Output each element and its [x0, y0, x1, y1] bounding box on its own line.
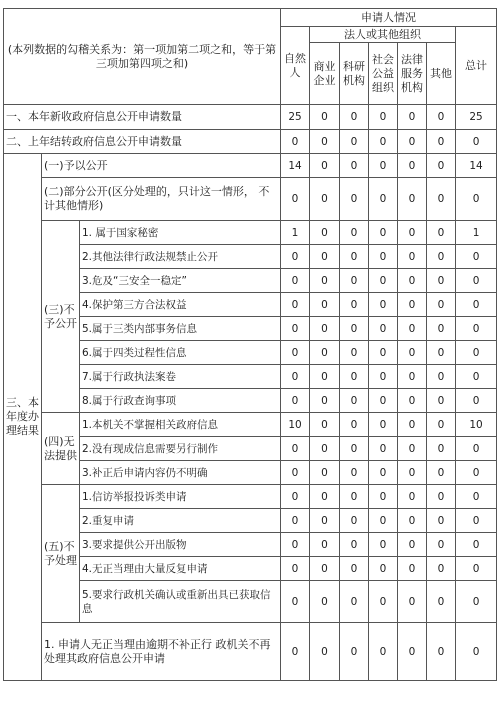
cell: 1: [281, 221, 310, 245]
cell: 0: [340, 293, 369, 317]
cell: 0: [427, 317, 456, 341]
cell: 0: [310, 245, 340, 269]
row-label: 8.属于行政查询事项: [80, 389, 281, 413]
row-label: 7.属于行政执法案卷: [80, 365, 281, 389]
cell: 0: [456, 389, 497, 413]
cell: 0: [340, 389, 369, 413]
cell: 25: [456, 105, 497, 130]
cell: 0: [369, 269, 398, 293]
cell: 0: [456, 178, 497, 221]
cell: 0: [340, 485, 369, 509]
row-label: 6.属于四类过程性信息: [80, 341, 281, 365]
cell: 0: [310, 130, 340, 154]
cell: 0: [456, 293, 497, 317]
cell: 0: [369, 413, 398, 437]
cell: 0: [398, 437, 427, 461]
cell: 0: [427, 293, 456, 317]
section-three-label: 三、本年度办理结果: [4, 154, 42, 681]
cell: 0: [427, 245, 456, 269]
col-public-welfare: 社会公益组织: [369, 43, 398, 105]
cell: 0: [427, 178, 456, 221]
cell: 0: [369, 623, 398, 681]
row-label: 一、本年新收政府信息公开申请数量: [4, 105, 281, 130]
cell: 0: [427, 437, 456, 461]
cell: 0: [427, 389, 456, 413]
cell: 0: [340, 557, 369, 581]
cell: 0: [398, 105, 427, 130]
cell: 0: [310, 509, 340, 533]
cell: 0: [427, 105, 456, 130]
cell: 0: [369, 245, 398, 269]
cell: 0: [398, 413, 427, 437]
cell: 0: [310, 623, 340, 681]
cell: 0: [281, 178, 310, 221]
cell: 0: [398, 317, 427, 341]
cell: 0: [398, 485, 427, 509]
cell: 0: [398, 154, 427, 178]
table-row: [4, 413, 497, 437]
cell: 0: [281, 293, 310, 317]
cell: 10: [456, 413, 497, 437]
cell: 0: [310, 365, 340, 389]
cell: 10: [281, 413, 310, 437]
cell: 0: [281, 437, 310, 461]
cell: 0: [398, 533, 427, 557]
row-label: 1. 申请人无正当理由逾期不补正行 政机关不再处理其政府信息公开申请: [42, 623, 281, 681]
row-label: 5.要求行政机关确认或重新出具已获取信息: [80, 581, 281, 623]
col-research: 科研机构: [340, 43, 369, 105]
cell: 0: [310, 221, 340, 245]
cell: 0: [456, 245, 497, 269]
cell: 0: [427, 130, 456, 154]
cell: 0: [398, 389, 427, 413]
cell: 0: [427, 623, 456, 681]
cell: 0: [427, 221, 456, 245]
table-row: [4, 623, 497, 681]
cell: 0: [398, 221, 427, 245]
cell: 0: [369, 317, 398, 341]
cell: 0: [369, 341, 398, 365]
row-label: 二、上年结转政府信息公开申请数量: [4, 130, 281, 154]
cell: 0: [456, 317, 497, 341]
row-label: 1.信访举报投诉类申请: [80, 485, 281, 509]
row-label: 5.属于三类内部事务信息: [80, 317, 281, 341]
cell: 0: [340, 533, 369, 557]
cell: 0: [310, 581, 340, 623]
col-natural-person: 自然人: [281, 27, 310, 105]
cell: 0: [369, 485, 398, 509]
cell: 0: [427, 154, 456, 178]
applicant-header: 申请人情况: [281, 9, 497, 27]
cell: 0: [281, 557, 310, 581]
row-label: 4.无正当理由大量反复申请: [80, 557, 281, 581]
cell: 0: [398, 341, 427, 365]
cell: 0: [427, 509, 456, 533]
legal-group-header: 法人或其他组织: [310, 27, 456, 43]
cell: 14: [456, 154, 497, 178]
cell: 0: [398, 509, 427, 533]
cell: 0: [369, 389, 398, 413]
cell: 0: [340, 317, 369, 341]
cell: 0: [456, 437, 497, 461]
table-row: [4, 221, 497, 245]
cell: 0: [456, 130, 497, 154]
cell: 0: [340, 509, 369, 533]
cell: 0: [369, 105, 398, 130]
cell: 0: [310, 178, 340, 221]
cell: 0: [281, 485, 310, 509]
cell: 0: [369, 293, 398, 317]
cell: 0: [427, 557, 456, 581]
cell: 0: [281, 461, 310, 485]
row-label: 1. 属于国家秘密: [80, 221, 281, 245]
cell: 0: [456, 341, 497, 365]
col-total: 总计: [456, 27, 497, 105]
row-label: 4.保护第三方合法权益: [80, 293, 281, 317]
cell: 0: [456, 485, 497, 509]
cell: 0: [398, 293, 427, 317]
cell: 0: [369, 365, 398, 389]
cell: 0: [310, 413, 340, 437]
table-row: [4, 485, 497, 509]
relation-note: (本列数据的勾稽关系为：第一项加第二项之和，等于第三项加第四项之和): [4, 9, 281, 105]
cell: 0: [398, 178, 427, 221]
cell: 0: [281, 365, 310, 389]
cell: 0: [369, 437, 398, 461]
cell: 0: [427, 461, 456, 485]
cell: 0: [281, 245, 310, 269]
info-disclosure-table: [3, 8, 497, 681]
cell: 0: [398, 365, 427, 389]
cell: 0: [427, 533, 456, 557]
cell: 0: [340, 365, 369, 389]
cell: 0: [369, 509, 398, 533]
cell: 0: [310, 317, 340, 341]
cell: 0: [340, 178, 369, 221]
table-row: [4, 130, 497, 154]
cell: 0: [398, 461, 427, 485]
cell: 0: [369, 154, 398, 178]
row-label: (一)予以公开: [42, 154, 281, 178]
cell: 0: [281, 317, 310, 341]
row-label: 3.危及“三安全一稳定”: [80, 269, 281, 293]
cell: 0: [398, 269, 427, 293]
cell: 0: [340, 269, 369, 293]
cell: 0: [340, 437, 369, 461]
cell: 0: [281, 623, 310, 681]
cell: 0: [456, 509, 497, 533]
cell: 0: [281, 130, 310, 154]
cell: 0: [340, 461, 369, 485]
cell: 0: [456, 557, 497, 581]
table-row: [4, 154, 497, 178]
cell: 0: [281, 533, 310, 557]
cell: 0: [427, 485, 456, 509]
cell: 0: [340, 581, 369, 623]
row-label: 3.要求提供公开出版物: [80, 533, 281, 557]
cell: 0: [310, 557, 340, 581]
cell: 0: [369, 221, 398, 245]
cell: 0: [310, 533, 340, 557]
cell: 0: [310, 485, 340, 509]
cell: 0: [369, 533, 398, 557]
cell: 0: [456, 269, 497, 293]
cell: 0: [310, 154, 340, 178]
cell: 0: [281, 509, 310, 533]
cell: 0: [281, 269, 310, 293]
row-label: 2.重复申请: [80, 509, 281, 533]
cell: 0: [310, 389, 340, 413]
col-legal-service: 法律服务机构: [398, 43, 427, 105]
cell: 0: [456, 623, 497, 681]
group-label: (三)不予公开: [42, 221, 80, 413]
cell: 0: [310, 269, 340, 293]
cell: 0: [427, 269, 456, 293]
cell: 14: [281, 154, 310, 178]
cell: 0: [369, 461, 398, 485]
cell: 0: [456, 365, 497, 389]
cell: 0: [281, 389, 310, 413]
cell: 0: [369, 557, 398, 581]
cell: 0: [340, 105, 369, 130]
cell: 0: [398, 245, 427, 269]
group-label: (五)不予处理: [42, 485, 80, 623]
cell: 25: [281, 105, 310, 130]
cell: 1: [456, 221, 497, 245]
cell: 0: [310, 437, 340, 461]
cell: 0: [427, 365, 456, 389]
col-other: 其他: [427, 43, 456, 105]
cell: 0: [398, 581, 427, 623]
row-label: 2.其他法律行政法规禁止公开: [80, 245, 281, 269]
cell: 0: [310, 105, 340, 130]
cell: 0: [456, 461, 497, 485]
cell: 0: [340, 623, 369, 681]
cell: 0: [340, 413, 369, 437]
cell: 0: [427, 413, 456, 437]
cell: 0: [398, 130, 427, 154]
cell: 0: [340, 130, 369, 154]
col-commercial: 商业企业: [310, 43, 340, 105]
cell: 0: [369, 581, 398, 623]
cell: 0: [398, 623, 427, 681]
row-label: 2.没有现成信息需要另行制作: [80, 437, 281, 461]
cell: 0: [281, 341, 310, 365]
cell: 0: [310, 461, 340, 485]
cell: 0: [398, 557, 427, 581]
cell: 0: [340, 154, 369, 178]
cell: 0: [427, 581, 456, 623]
cell: 0: [310, 293, 340, 317]
cell: 0: [456, 581, 497, 623]
table-row: [4, 105, 497, 130]
cell: 0: [456, 533, 497, 557]
cell: 0: [427, 341, 456, 365]
cell: 0: [340, 221, 369, 245]
cell: 0: [340, 245, 369, 269]
cell: 0: [369, 130, 398, 154]
table-row: [4, 178, 497, 221]
row-label: (二)部分公开(区分处理的，只计这一情形， 不计其他情形): [42, 178, 281, 221]
cell: 0: [340, 341, 369, 365]
cell: 0: [310, 341, 340, 365]
cell: 0: [369, 178, 398, 221]
row-label: 3.补正后申请内容仍不明确: [80, 461, 281, 485]
row-label: 1.本机关不掌握相关政府信息: [80, 413, 281, 437]
cell: 0: [281, 581, 310, 623]
group-label: (四)无法提供: [42, 413, 80, 485]
